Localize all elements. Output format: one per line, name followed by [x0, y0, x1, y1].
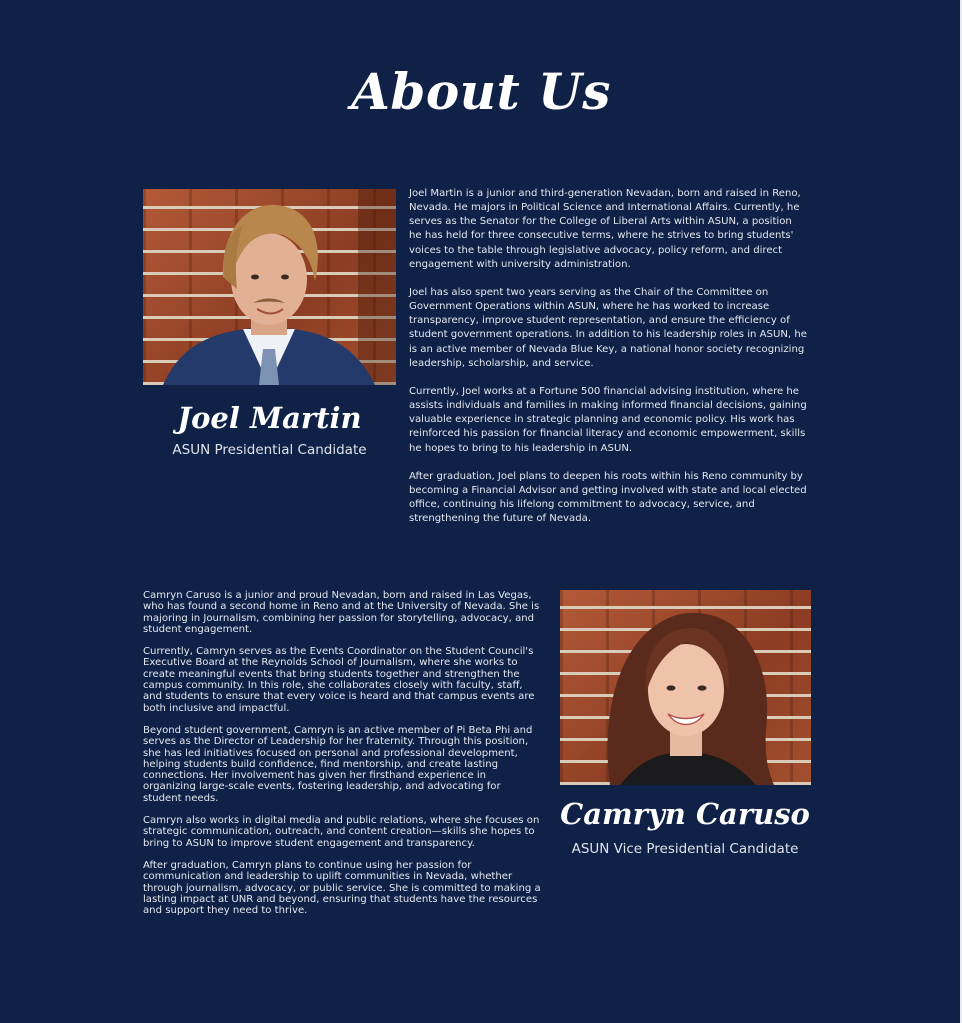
camryn-caruso-photo [560, 590, 811, 785]
camryn-caruso-name: Camryn Caruso [560, 797, 810, 831]
bio-paragraph: After graduation, Joel plans to deepen his roots within his Reno community by becoming a Financial Advisor and getting involved with state and local elected office, continuing his lifelong commitment to advocacy, service, and strengthening the future of Nevada. [409, 470, 807, 525]
bio-paragraph: Currently, Joel works at a Fortune 500 financial advising institution, where he assists individuals and families in making informed financial decisions, gaining valuable experience in strategic planning and economic policy. His work has reinforced his passion for financial literacy and economic empowerment, skills he hopes to bring to his leadership in ASUN. [409, 385, 807, 454]
bio-paragraph: Joel Martin is a junior and third-generation Nevadan, born and raised in Reno, Nevada. He majors in Political Science and International Affairs. Currently, he serves as the Senator for the College of Liberal Arts within ASUN, a position he has held for three consecutive terms, where he strives to bring students' voices to the table through legislative advocacy, policy reform, and direct engagement with university administration. [409, 188, 801, 270]
bio-paragraph: Camryn Caruso is a junior and proud Nevadan, born and raised in Las Vegas, who has found a second home in Reno and at the University of Nevada. She is majoring in Journalism, combining her passion for storytelling, advocacy, and student engagement. [143, 590, 540, 635]
joel-martin-bio [409, 187, 807, 540]
joel-martin-name: Joel Martin [177, 401, 362, 435]
bio-paragraph: After graduation, Camryn plans to continue using her passion for communication and leadership to uplift communities in Nevada, whether through journalism, advocacy, or public service. She is committed to making a lasting impact at UNR and beyond, ensuring that students have the resources and support they need to thrive. [143, 859, 541, 917]
page-title: About Us [351, 62, 611, 121]
bio-paragraph: Beyond student government, Camryn is an active member of Pi Beta Phi and serves as the Director of Leadership for her fraternity. Through this position, she has led initiatives focused on personal and professional development, helping students build confidence, find mentorship, and create lasting connections. Her involvement has given her firsthand experience in organizing large-scale events, fostering leadership, and advocating for student needs. [143, 724, 533, 804]
joel-portrait-illustration [143, 189, 396, 385]
bio-paragraph: Currently, Camryn serves as the Events Coordinator on the Student Council's Executive Board at the Reynolds School of Journalism, where she works to create meaningful events that bring students together and strengthen the campus community. In this role, she collaborates closely with faculty, staff, and students to ensure that every voice is heard and that campus events are both inclusive and impactful. [143, 646, 535, 714]
camryn-portrait-illustration [560, 590, 811, 785]
joel-martin-photo [143, 189, 396, 385]
camryn-caruso-bio [143, 590, 541, 927]
bio-paragraph: Camryn also works in digital media and public relations, where she focuses on strategic communication, outreach, and content creation—skills she hopes to bring to ASUN to improve student engagement and transparency. [143, 815, 540, 849]
joel-martin-role: ASUN Presidential Candidate [172, 442, 367, 458]
camryn-caruso-role: ASUN Vice Presidential Candidate [571, 841, 799, 857]
bio-paragraph: Joel has also spent two years serving as the Chair of the Committee on Government Operations within ASUN, where he has worked to increase transparency, improve student representation, and ensure the efficiency of student government operations. In addition to his leadership roles in ASUN, he is an active member of Nevada Blue Key, a national honor society recognizing leadership, scholarship, and service. [409, 286, 807, 369]
